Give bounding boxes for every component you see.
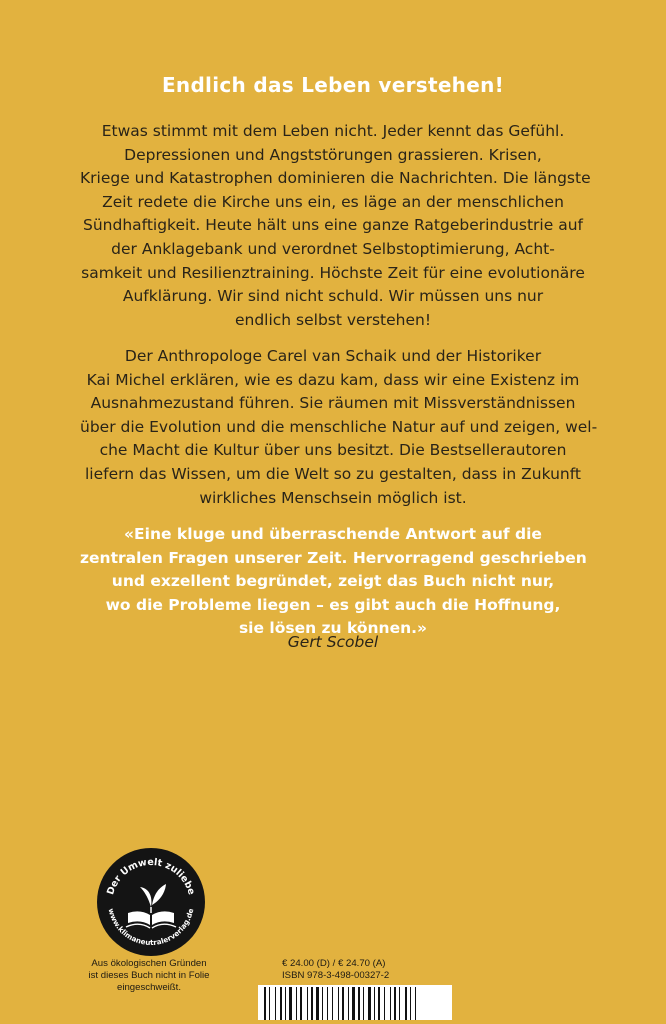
blurb-line: über die Evolution und die menschliche Natur auf und zeigen, wel- [80,417,598,436]
quote-line: zentralen Fragen unserer Zeit. Hervorragend geschrieben [80,548,587,567]
barcode-bar [378,987,380,1020]
blurb-line: Kriege und Katastrophen dominieren die Nachrichten. Die längste [80,169,591,188]
barcode-bar [289,987,292,1020]
blurb-line: der Anklagebank und verordnet Selbstoptimierung, Acht- [111,239,555,258]
eco-note-line: eingeschweißt. [117,982,181,993]
eco-note-line: Aus ökologischen Gründen [91,958,207,969]
barcode-bar [352,987,355,1020]
barcode-bar [338,987,339,1020]
barcode-bar [275,987,276,1020]
blurb-line: Depressionen und Angststörungen grassieren. Krisen, [124,145,542,164]
eco-badge-top-text: Der Umwelt zuliebe [105,856,197,897]
quote-line: «Eine kluge und überraschende Antwort auf die [124,525,542,543]
barcode-bar [280,987,282,1020]
barcode-bar [316,987,319,1020]
barcode-bar [363,987,364,1020]
quote-line: wo die Probleme liegen – es gibt auch die Hoffnung, [105,595,561,614]
blurb-line: Etwas stimmt mit dem Leben nicht. Jeder kennt das Gefühl. [101,122,565,140]
barcode-bar [307,987,308,1020]
eco-badge-url-text: www.klimaneutralerverlag.de [106,907,196,948]
barcode-bar [264,987,266,1020]
eco-badge [96,847,206,957]
barcode-bar [405,987,407,1020]
barcode-bar [332,987,333,1020]
blurb-line: wirkliches Menschsein möglich ist. [199,488,467,507]
barcode-bar [394,987,396,1020]
barcode-bar [285,987,286,1020]
blurb-line: endlich selbst verstehen! [234,310,432,329]
blurb-line: Der Anthropologe Carel van Schaik und der Historiker [124,347,542,365]
blurb-line: Ausnahmezustand führen. Sie räumen mit Missverständnissen [90,394,576,413]
price-label: € 24.00 (D) / € 24.70 (A) [282,958,386,969]
blurb-line: samkeit und Resilienztraining. Höchste Zeit für eine evolutionäre [81,263,585,282]
barcode-bar [342,987,344,1020]
barcode-bar [374,987,375,1020]
quote-line: und exzellent begründet, zeigt das Buch nicht nur, [111,572,555,591]
barcode [258,985,452,1020]
blurb-line: Aufklärung. Wir sind nicht schuld. Wir müssen uns nur [122,287,544,306]
barcode-bar [322,987,323,1020]
barcode-bar [368,987,371,1020]
blurb-line: che Macht die Kultur über uns besitzt. Die Bestsellerautoren [99,441,567,460]
barcode-bar [300,987,302,1020]
barcode-bar [390,987,391,1020]
blurb-line: liefern das Wissen, um die Welt so zu gestalten, dass in Zukunft [84,464,582,483]
quote-line: sie lösen zu können.» [238,619,428,638]
quote-author: Gert Scobel [287,633,379,651]
barcode-bar [399,987,400,1020]
isbn-label: ISBN 978-3-498-00327-2 [282,970,390,981]
barcode-bar [415,987,416,1020]
blurb-line: Sündhaftigkeit. Heute hält uns eine ganze Ratgeberindustrie auf [83,216,583,235]
barcode-bar [384,987,385,1020]
blurb-paragraph-2 [80,345,598,510]
barcode-bar [348,987,349,1020]
barcode-bar [311,987,313,1020]
barcode-bar [327,987,328,1020]
blurb-line: Kai Michel erklären, wie es dazu kam, dass wir eine Existenz im [86,370,580,389]
review-quote [80,523,586,641]
eco-note [74,958,224,994]
blurb-paragraph-1 [80,120,591,332]
barcode-bar [269,987,270,1020]
barcode-bar [410,987,411,1020]
barcode-bar [296,987,297,1020]
eco-note-line: ist dieses Buch nicht in Folie [88,970,210,981]
barcode-bar [358,987,360,1020]
blurb-line: Zeit redete die Kirche uns ein, es läge an der menschlichen [102,192,564,211]
headline: Endlich das Leben verstehen! [161,73,505,97]
